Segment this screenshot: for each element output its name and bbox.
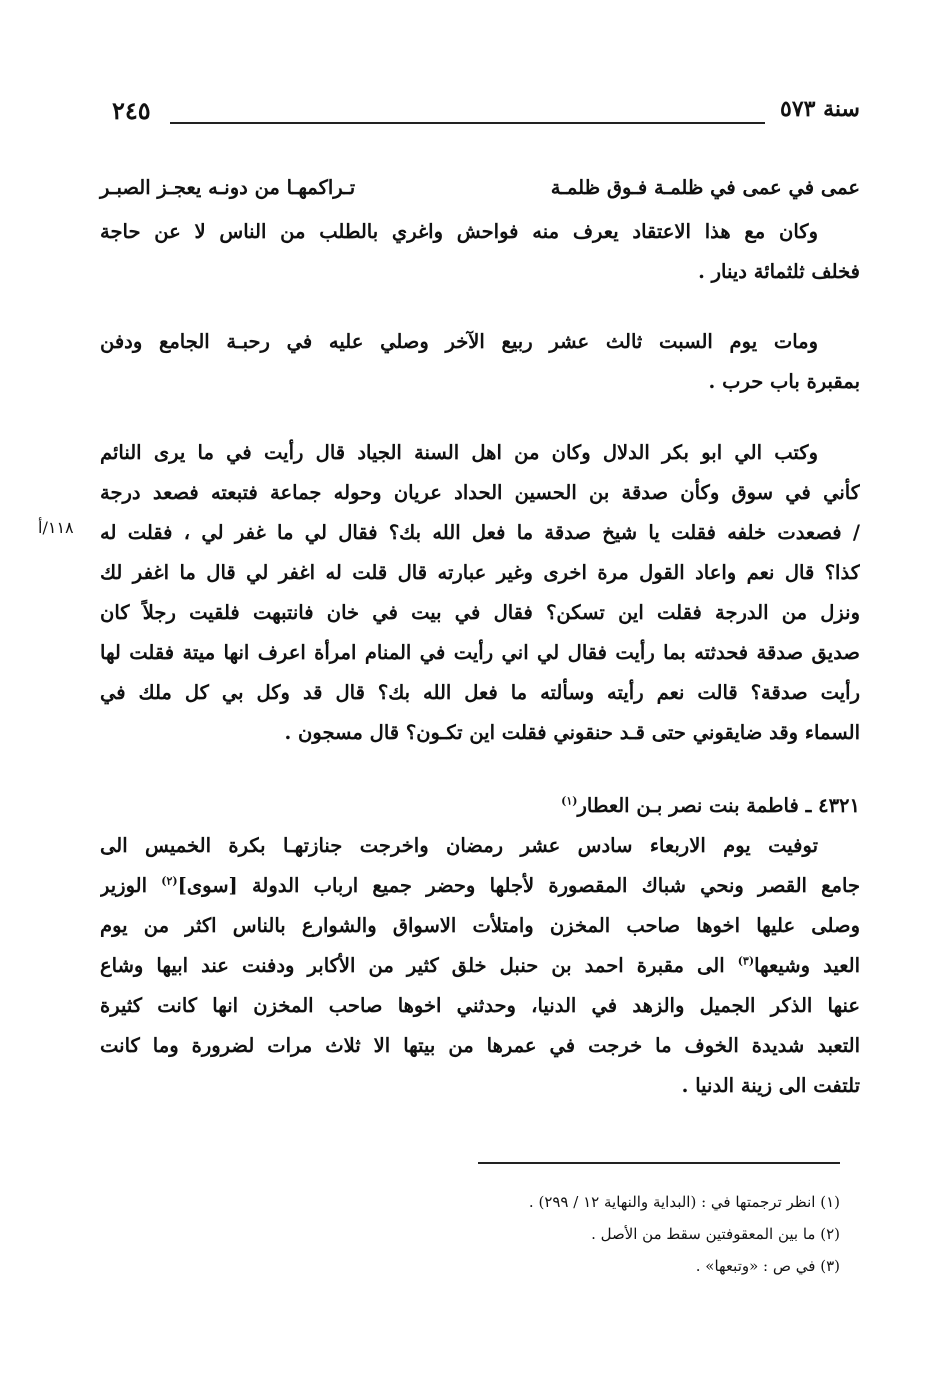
paragraph-2 — [100, 322, 860, 402]
entry-4321 — [100, 786, 860, 1106]
entry-heading — [100, 786, 860, 826]
text-line: ونزل من الدرجة فقلت اين تسكن؟ فقال في بيت في خان فانتبهت فلقيت رجلاً كان — [100, 601, 860, 624]
paragraph-3 — [100, 433, 860, 753]
footnote-3: (٣) في ص : «وتبعها» . — [695, 1257, 840, 1275]
text-line: وكتب الي ابو بكر الدلال وكان من اهل السنة الجياد قال رأيت في ما يرى النائم — [100, 441, 818, 464]
footnotes — [140, 1186, 840, 1282]
text-line: التعبد شديدة الخوف ما خرجت في عمرها من بيتها الا ثلاث مرات لضرورة وما كانت — [100, 1034, 860, 1057]
text-line: وكان مع هذا الاعتقاد يعرف منه فواحش واغري بالطلب من الناس لا عن حاجة — [100, 220, 818, 243]
entry-heading-text: ٤٣٢١ ـ فاطمة بنت نصر بـن العطار — [577, 794, 860, 817]
footnote-ref: (٢) — [161, 874, 178, 888]
footnote-1: (١) انظر ترجمتها في : (البداية والنهاية ١٢ / ٢٩٩) . — [528, 1193, 840, 1211]
text-line — [100, 866, 860, 906]
text-segment: الوزير — [100, 874, 162, 897]
text-line: وصلى عليها اخوها صاحب المخزن وامتلأت الاسواق والشوارع بالناس اكثر من يوم — [100, 914, 860, 937]
page-number: ٢٤٥ — [112, 96, 151, 125]
text-segment: جامع القصر ونحي شباك المقصورة لأجلها وحضر جميع ارباب الدولة [سوى] — [177, 874, 860, 897]
text-line: رأيت صدقة؟ قالت نعم رأيته وسألته ما فعل الله بك؟ قال قد وكل بي كل ملك في — [100, 681, 860, 704]
text-line: / فصعدت خلفه فقلت يا شيخ صدقة ما فعل الله بك؟ فقال لي ما غفر لي ، فقلت له — [100, 521, 860, 544]
text-line: ومات يوم السبت ثالث عشر ربيع الآخر وصلي عليه في رحبـة الجامع ودفن — [100, 330, 818, 353]
text-line: توفيت يوم الاربعاء سادس عشر رمضان واخرجت جنازتهـا بكرة الخميس الى — [100, 834, 818, 857]
verse-first-hemistich: عمى في عمى في ظلمـة فـوق ظلمـة — [550, 176, 860, 199]
text-line: تلتفت الى زينة الدنيا . — [681, 1074, 860, 1097]
page-header — [100, 96, 860, 136]
text-line: بمقبرة باب حرب . — [708, 370, 860, 393]
text-segment: العيد وشيعها — [754, 954, 860, 977]
text-line: كأني في سوق وكأن صدقة بن الحسين الحداد عريان وحوله جماعة فتبعته فصعد درجة — [100, 481, 860, 504]
footnote-2: (٢) ما بين المعقوفتين سقط من الأصل . — [591, 1225, 840, 1243]
text-line: صديق صدقة فحدثته بما رأيت فقال لي اني رأيت في المنام امرأة اعرف انها ميتة فقلت لها — [100, 641, 860, 664]
text-line: عنها الذكر الجميل والزهد في الدنيا، وحدثني اخوها صاحب المخزن انها كانت كثيرة — [100, 994, 860, 1017]
text-line: كذا؟ قال نعم واعاد القول مرة اخرى وغير عبارته قال قلت له اغفر لي قال ما اغفر لك — [100, 561, 860, 584]
footnote-ref: (١) — [561, 794, 578, 808]
folio-margin-note: ١١٨/أ — [38, 518, 74, 537]
poetry-verse — [100, 168, 860, 208]
text-line — [100, 946, 860, 986]
text-line: السماء وقد ضايقوني حتى قـد حنقوني فقلت اين تكـون؟ قال مسجون . — [284, 721, 860, 744]
text-line: فخلف ثلثمائة دينار . — [698, 260, 860, 283]
paragraph-1 — [100, 212, 860, 292]
footnote-ref: (٣) — [737, 954, 755, 968]
verse-second-hemistich: تـراكمهـا من دونـه يعجـز الصبـر — [100, 176, 356, 199]
footnote-separator — [478, 1162, 840, 1164]
text-segment: الى مقبرة احمد بن حنبل خلق كثير من الأكابر ودفنت عند ابيها وشاع — [100, 954, 738, 977]
year-label: سنة ٥٧٣ — [780, 96, 860, 122]
header-rule — [170, 122, 765, 124]
